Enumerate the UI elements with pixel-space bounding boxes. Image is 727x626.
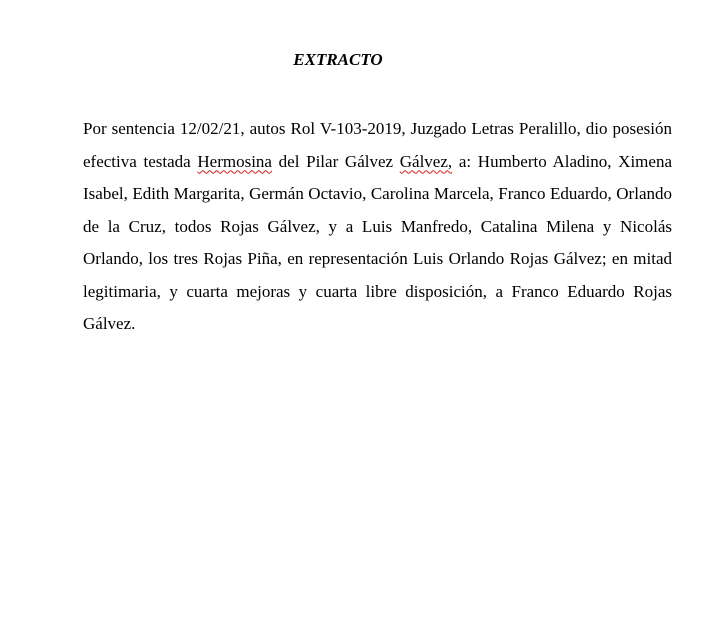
spellcheck-flagged-word[interactable]: Hermosina <box>197 151 272 171</box>
paragraph-text-part-2: del Pilar Gálvez <box>271 151 400 171</box>
paragraph-text-part-3: a: Humberto Aladino, Ximena Isabel, Edith Margarita, Germán Octavio, Carolina Marcela, Franco Eduardo, Orlando de la Cruz, todos Rojas Gálvez, y a Luis Manfredo, Catalina Milena y Nicolás Orlando, los tres Rojas Piña, en representación Luis Orlando Rojas Gálvez; en mitad legitimaria, y cuarta mejoras y cuarta libre disposición, a Franco Eduardo Rojas Gálvez. <box>83 151 672 333</box>
spellcheck-flagged-word[interactable]: Gálvez, <box>399 151 453 171</box>
paragraph-text-part-1: Por sentencia 12/02/21, autos Rol V-103-2019, Juzgado Letras Peralillo, dio posesión efectiva testada <box>83 119 672 171</box>
document-title: EXTRACTO <box>293 50 383 69</box>
extract-paragraph <box>83 113 672 341</box>
